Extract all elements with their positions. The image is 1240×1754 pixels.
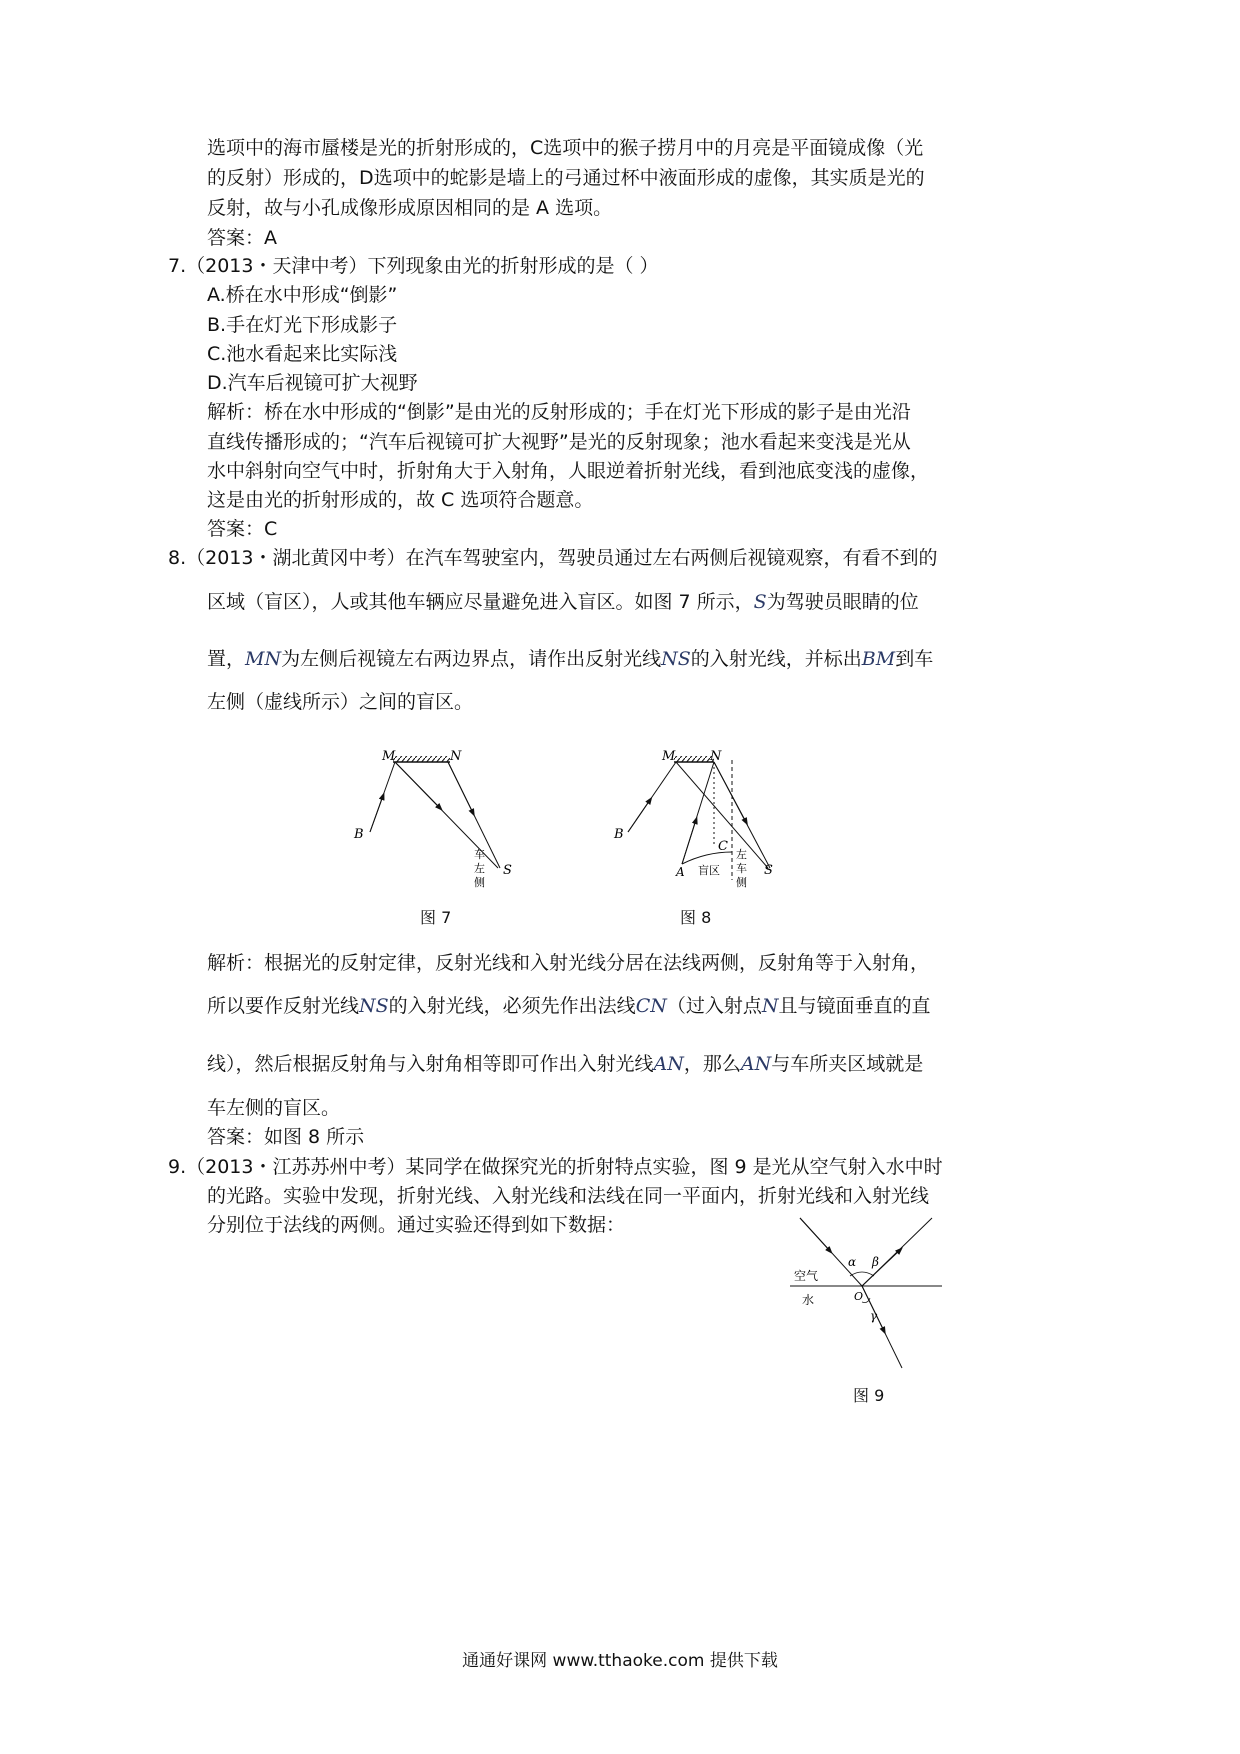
figure-8: [610, 740, 810, 900]
q6-line-3: 反射，故与小孔成像形成原因相同的是 A 选项。: [207, 197, 613, 219]
figure-7-caption: 图 7: [420, 908, 452, 927]
q6-line-2: 的反射）形成的，D选项中的蛇影是墙上的弓通过杯中液面形成的虚像，其实质是光的: [207, 167, 925, 189]
figure-8-caption: 图 8: [680, 908, 712, 927]
q7-option-d: D.汽车后视镜可扩大视野: [207, 372, 418, 394]
air-label: 空气: [794, 1269, 819, 1283]
alpha-label: α: [848, 1255, 857, 1269]
mirror-hatch: [674, 756, 714, 762]
q7-analysis-4: 这是由光的折射形成的，故 C 选项符合题意。: [207, 489, 594, 511]
q8-analysis-1: 解析：根据光的反射定律，反射光线和入射光线分居在法线两侧，反射角等于入射角，: [207, 952, 930, 974]
figure-7: [340, 740, 550, 900]
angle-arc-bottom: [862, 1298, 870, 1303]
q7-stem: 7.（2013・天津中考）下列现象由光的折射形成的是（ ）: [168, 255, 659, 277]
water-label: 水: [802, 1293, 815, 1307]
q7-analysis-3: 水中斜射向空气中时，折射角大于入射角，人眼逆着折射光线，看到池底变浅的虚像，: [207, 460, 930, 482]
q8-stem-2: 区域（盲区），人或其他车辆应尽量避免进入盲区。如图 7 所示，S为驾驶员眼睛的位: [207, 591, 919, 613]
car-label-3: 侧: [474, 876, 485, 889]
blind-zone-label: 盲区: [698, 864, 720, 877]
label-b: B: [614, 827, 624, 842]
car-label-1: 左: [736, 848, 747, 861]
q7-analysis-1: 解析：桥在水中形成的“倒影”是由光的反射形成的；手在灯光下形成的影子是由光沿: [207, 401, 911, 423]
q8-stem-3: 置，MN为左侧后视镜左右两边界点，请作出反射光线NS的入射光线，并标出BM到车: [207, 648, 934, 670]
q8-analysis-4: 车左侧的盲区。: [207, 1097, 341, 1119]
figure-9-caption: 图 9: [853, 1386, 885, 1405]
q7-option-a: A.桥在水中形成“倒影”: [207, 284, 398, 306]
figure-9: [780, 1210, 950, 1380]
angle-arc-top: [850, 1272, 874, 1276]
label-s: S: [764, 863, 773, 878]
q9-stem-3: 分别位于法线的两侧。通过实验还得到如下数据：: [207, 1214, 626, 1236]
label-m: M: [662, 749, 676, 764]
label-s: S: [503, 863, 512, 878]
beta-label: β: [872, 1255, 879, 1269]
q7-option-c: C.池水看起来比实际浅: [207, 343, 398, 365]
q7-analysis-2: 直线传播形成的；“汽车后视镜可扩大视野”是光的反射现象；池水看起来变浅是光从: [207, 431, 911, 453]
car-label-3: 侧: [736, 876, 747, 889]
point-o-label: O: [854, 1290, 864, 1303]
label-b: B: [354, 827, 364, 842]
label-m: M: [382, 749, 396, 764]
gamma-label: γ: [870, 1309, 878, 1323]
q8-stem-4: 左侧（虚线所示）之间的盲区。: [207, 691, 474, 713]
label-n: N: [710, 749, 722, 764]
q8-analysis-3: 线），然后根据反射角与入射角相等即可作出入射光线AN，那么AN与车所夹区域就是: [207, 1053, 924, 1075]
q7-option-b: B.手在灯光下形成影子: [207, 314, 398, 336]
q8-analysis-2: 所以要作反射光线NS的入射光线，必须先作出法线CN（过入射点N且与镜面垂直的直: [207, 995, 931, 1017]
car-label-2: 左: [474, 862, 485, 875]
mirror-hatch: [393, 756, 450, 762]
q9-stem-1: 9.（2013・江苏苏州中考）某同学在做探究光的折射特点实验，图 9 是光从空气射入水中时: [168, 1156, 943, 1178]
page-footer: 通通好课网 www.tthaoke.com 提供下载: [462, 1651, 778, 1671]
q7-answer: 答案：C: [207, 518, 278, 540]
label-a: A: [676, 865, 685, 879]
q8-answer: 答案：如图 8 所示: [207, 1126, 365, 1148]
q8-stem-1: 8.（2013・湖北黄冈中考）在汽车驾驶室内，驾驶员通过左右两侧后视镜观察，有看不到的: [168, 547, 938, 569]
q9-stem-2: 的光路。实验中发现，折射光线、入射光线和法线在同一平面内，折射光线和入射光线: [207, 1185, 930, 1207]
q6-line-1: 选项中的海市蜃楼是光的折射形成的，C选项中的猴子捞月中的月亮是平面镜成像（光: [207, 137, 924, 159]
car-label-1: 车: [474, 848, 485, 861]
q6-answer: 答案：A: [207, 227, 277, 249]
label-c: C: [718, 839, 728, 854]
label-n: N: [450, 749, 462, 764]
car-label-2: 车: [736, 862, 747, 875]
